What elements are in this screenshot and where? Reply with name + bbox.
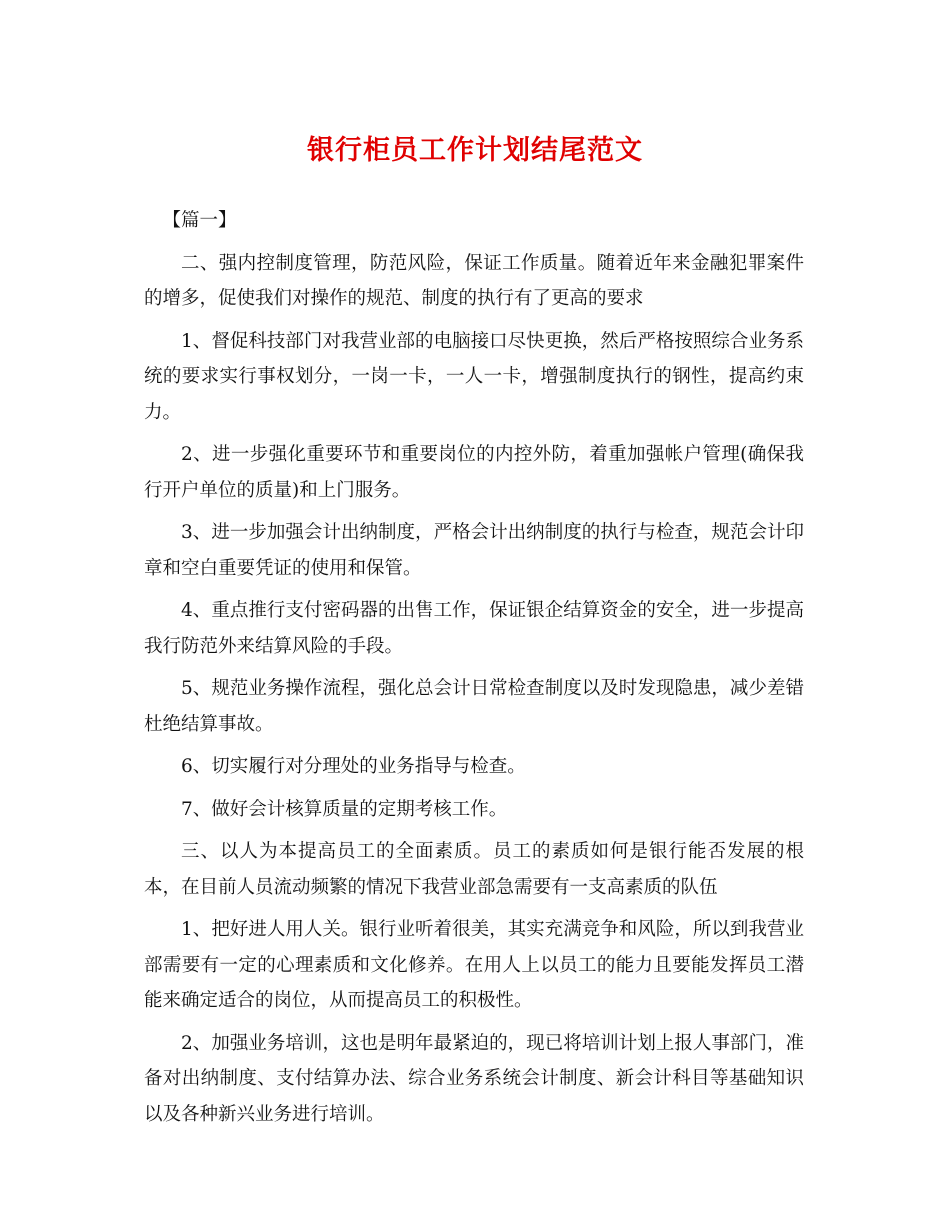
paragraph: 1、督促科技部门对我营业部的电脑接口尽快更换，然后严格按照综合业务系统的要求实行事权划分，一岗一卡，一人一卡，增强制度执行的钢性，提高约束力。 <box>144 330 804 423</box>
paragraph: 3、进一步加强会计出纳制度，严格会计出纳制度的执行与检查，规范会计印章和空白重要凭证的使用和保管。 <box>144 522 804 579</box>
paragraph: 二、强内控制度管理，防范风险，保证工作质量。随着近年来金融犯罪案件的增多，促使我们对操作的规范、制度的执行有了更高的要求 <box>144 252 804 309</box>
section-label: 【篇一】 <box>162 210 237 231</box>
paragraph: 4、重点推行支付密码器的出售工作，保证银企结算资金的安全，进一步提高我行防范外来结算风险的手段。 <box>144 600 804 657</box>
paragraph: 6、切实履行对分理处的业务指导与检查。 <box>181 756 526 777</box>
paragraph: 2、进一步强化重要环节和重要岗位的内控外防，着重加强帐户管理(确保我行开户单位的质量)和上门服务。 <box>144 444 804 501</box>
paragraph: 三、以人为本提高员工的全面素质。员工的素质如何是银行能否发展的根本，在目前人员流动频繁的情况下我营业部急需要有一支高素质的队伍 <box>144 841 804 898</box>
paragraph: 2、加强业务培训，这也是明年最紧迫的，现已将培训计划上报人事部门，准备对出纳制度、支付结算办法、综合业务系统会计制度、新会计科目等基础知识以及各种新兴业务进行培训。 <box>144 1032 804 1125</box>
paragraph: 7、做好会计核算质量的定期考核工作。 <box>181 798 508 820</box>
paragraph: 5、规范业务操作流程，强化总会计日常检查制度以及时发现隐患，减少差错杜绝结算事故。 <box>144 678 804 735</box>
document-title: 银行柜员工作计划结尾范文 <box>307 135 643 166</box>
paragraph: 1、把好进人用人关。银行业听着很美，其实充满竞争和风险，所以到我营业部需要有一定的心理素质和文化修养。在用人上以员工的能力且要能发挥员工潜能来确定适合的岗位，从而提高员工的积极性。 <box>144 919 804 1011</box>
document-body <box>144 203 804 1139</box>
